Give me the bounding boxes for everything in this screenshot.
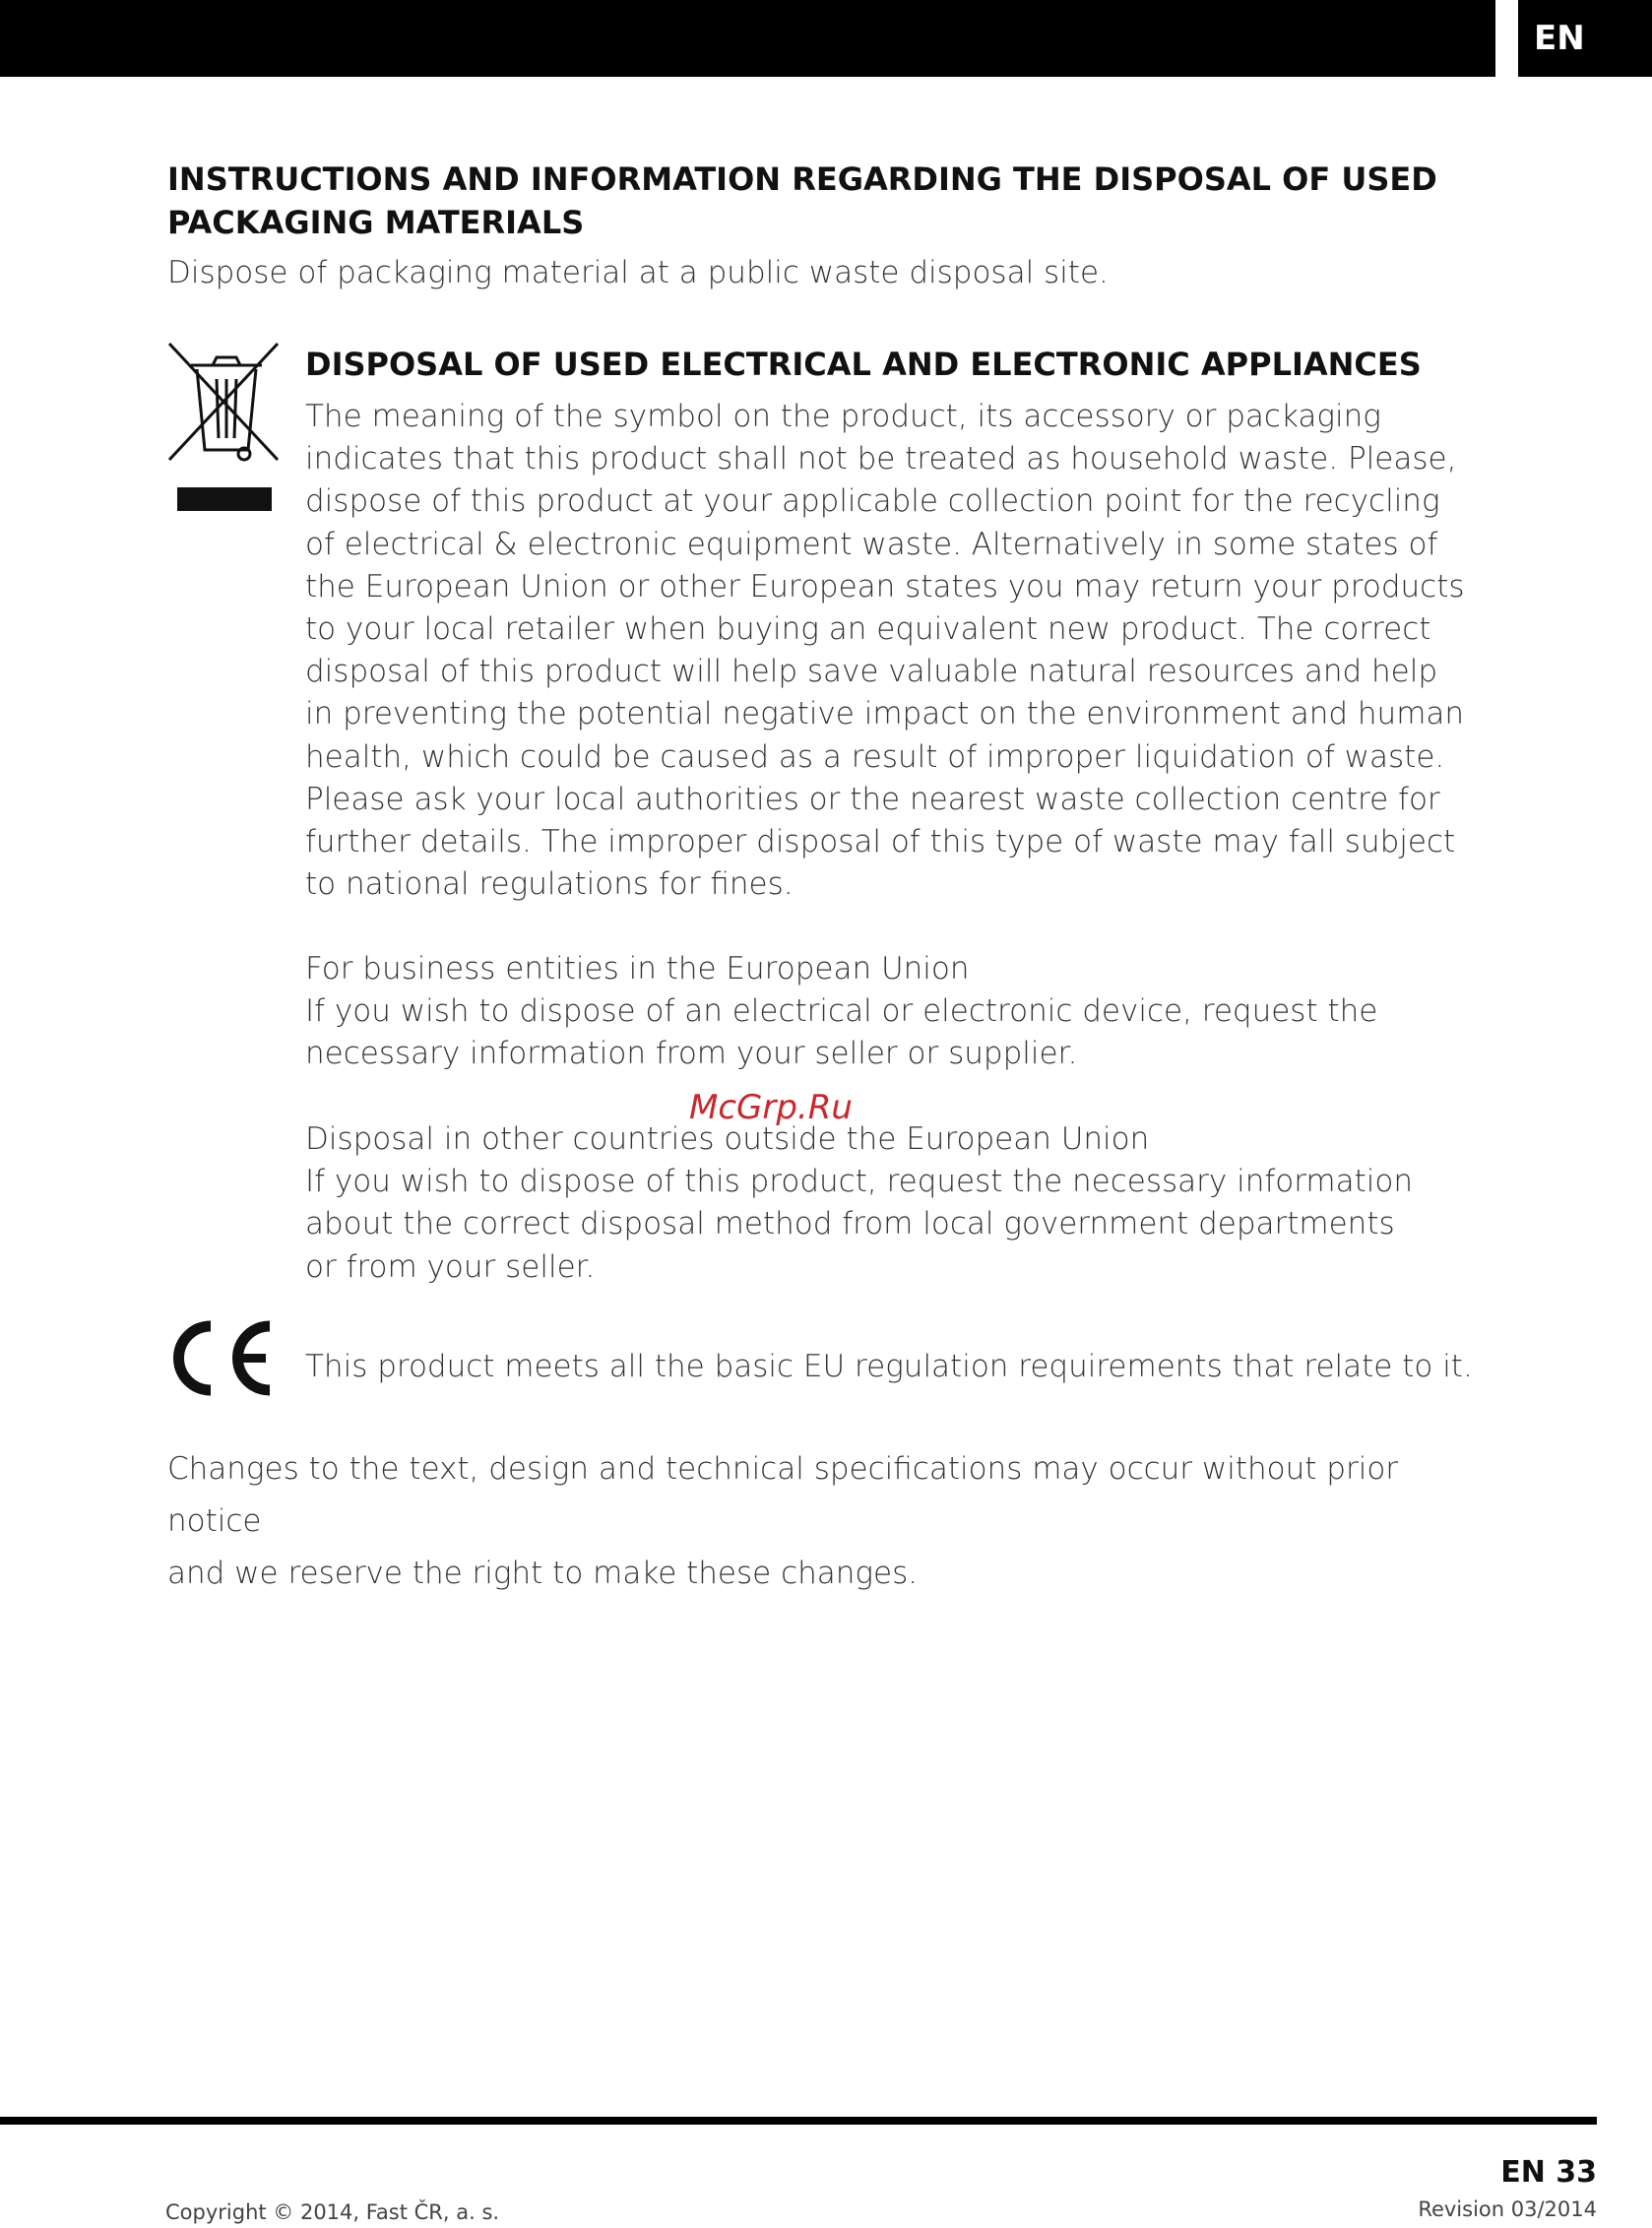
ce-compliance-text: This product meets all the basic EU regulation requirements that relate to it.: [305, 1349, 1473, 1384]
page-number: EN 33: [1500, 2155, 1597, 2190]
weee-paragraph-business: For business entities in the European Union If you wish to dispose of an electrical or electronic device, request the necessary information from your seller or supplier.: [305, 951, 1378, 1072]
weee-paragraph-outside-eu: Disposal in other countries outside the European Union If you wish to dispose of this product, request the necessary information about the correct disposal method from local government departments or from your seller.: [305, 1121, 1413, 1285]
header-bar: [0, 0, 1495, 77]
packaging-text: Dispose of packaging material at a public waste disposal site.: [167, 255, 1109, 290]
copyright: Copyright © 2014, Fast ČR, a. s.: [165, 2200, 500, 2224]
changes-notice: Changes to the text, design and technical specifications may occur without prior notice and we reserve the right to make these changes.: [167, 1451, 1399, 1591]
watermark: McGrp.Ru: [689, 1088, 853, 1127]
revision: Revision 03/2014: [1418, 2197, 1597, 2221]
packaging-heading: INSTRUCTIONS AND INFORMATION REGARDING THE DISPOSAL OF USED PACKAGING MATERIALS: [167, 160, 1437, 241]
weee-heading: DISPOSAL OF USED ELECTRICAL AND ELECTRONIC APPLIANCES: [305, 346, 1422, 383]
weee-paragraph-main: The meaning of the symbol on the product, its accessory or packaging indicates that this product shall not be treated as household waste. Please, dispose of this product at your applicable collection point for the recycling of electrical & electronic equipment waste. Alternatively in some states of the European Union or other European states you may return your products to your local retailer when buying an equivalent new product. The correct disposal of this product will help save valuable natural resources and help in preventing the potential negative impact on the environment and human health, which could be caused as a result of improper liquidation of waste. Please ask your local authorities or the nearest waste collection centre for further details. The improper disposal of this type of waste may fall subject to national regulations for fines.: [305, 399, 1465, 903]
language-tab: EN: [1518, 0, 1652, 77]
crossed-out-wheelie-bin-icon: [165, 340, 282, 517]
footer-rule: [0, 2117, 1597, 2125]
ce-mark-icon: [167, 1316, 281, 1400]
